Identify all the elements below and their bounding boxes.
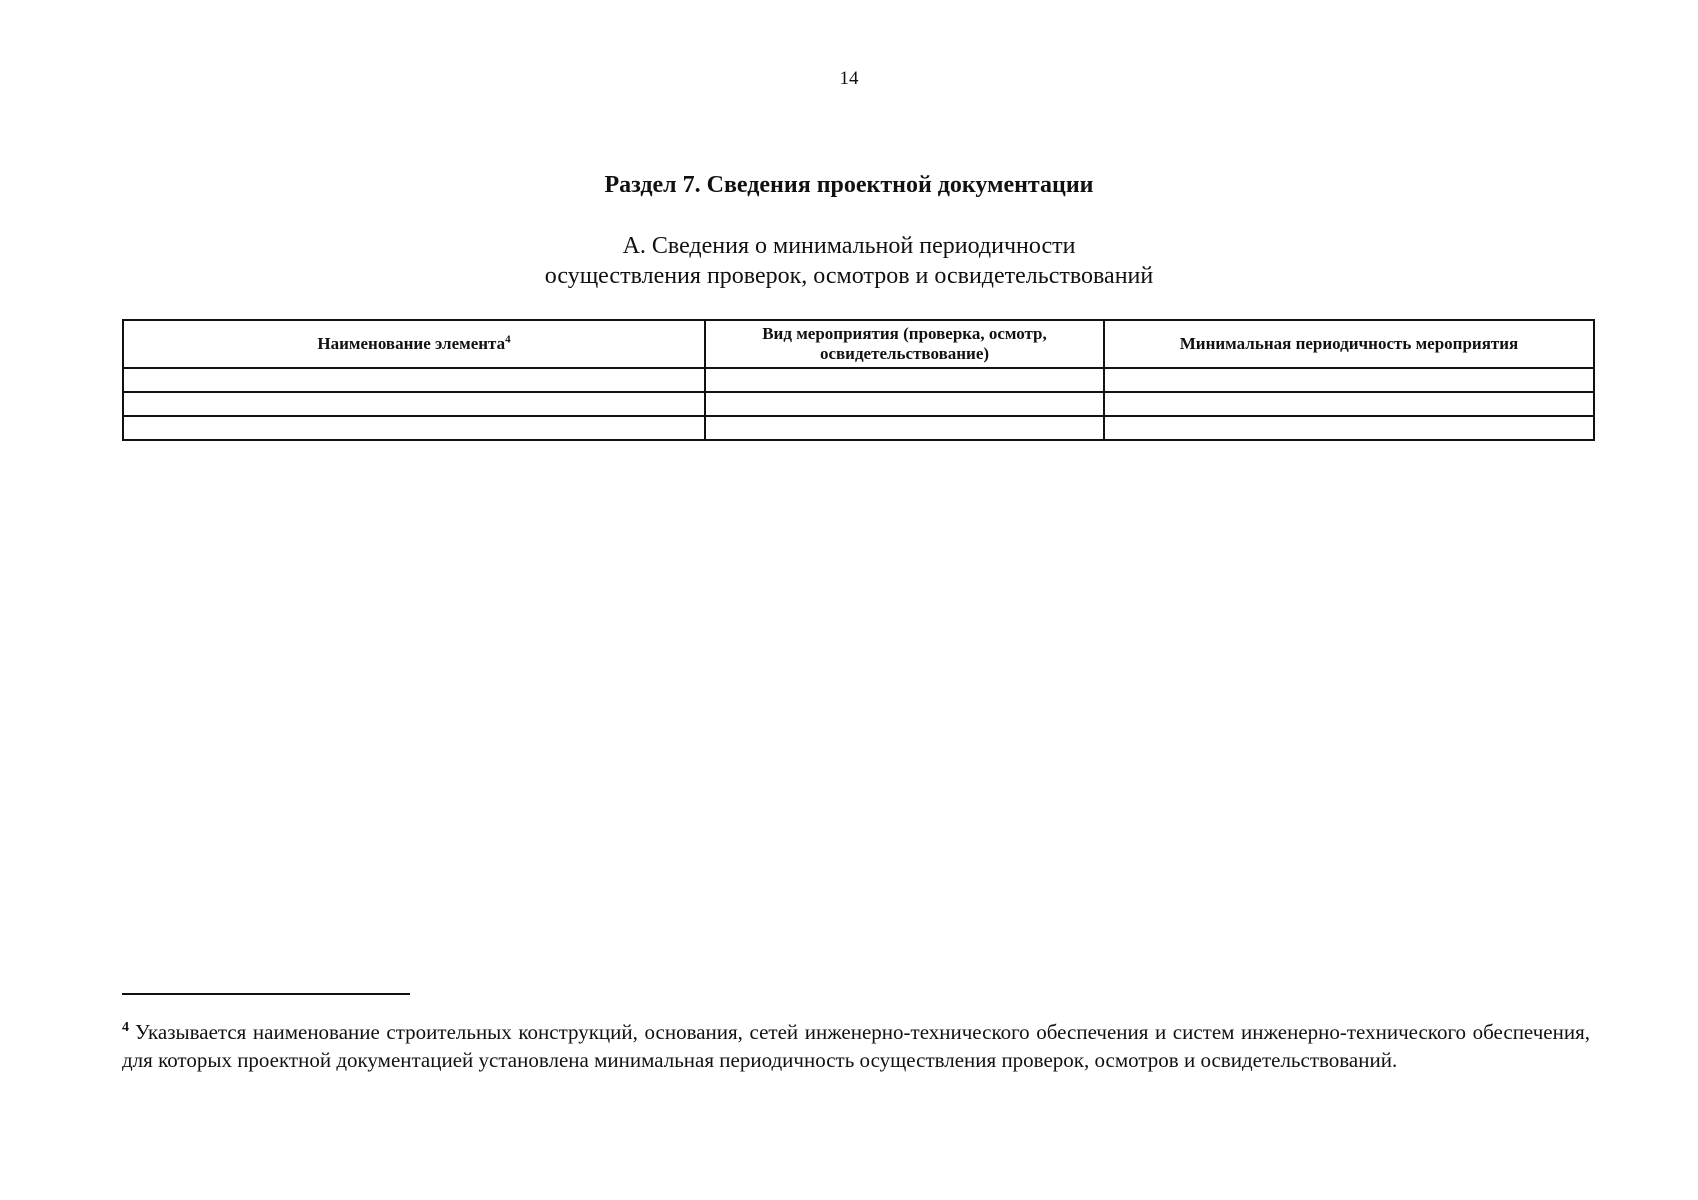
table-row (123, 368, 1594, 392)
subtitle-line-2: осуществления проверок, осмотров и освидетельствований (544, 263, 1154, 289)
section-title: Раздел 7. Сведения проектной документации (604, 172, 1094, 198)
cell-activity-type (705, 368, 1104, 392)
table-row (123, 392, 1594, 416)
footnote-marker: 4 (122, 1020, 129, 1035)
header-activity-type (705, 320, 1104, 368)
footnote-text: Указывается наименование строительных конструкций, основания, сетей инженерно-технического обеспечения и систем инженерно-технического обеспечения, для которых проектной документацией установлена минимальная периодичность осуществления проверок, осмотров и освидетельствований. (122, 1020, 1590, 1072)
cell-element-name (123, 416, 705, 440)
cell-element-name (123, 392, 705, 416)
footnote-reference: 4 (505, 333, 511, 346)
subtitle (0, 231, 1698, 291)
cell-activity-type (705, 416, 1104, 440)
header-element-name-label: Наименование элемента (317, 334, 506, 353)
header-element-name (123, 320, 705, 368)
periodicity-table (122, 319, 1595, 441)
header-min-periodicity: Минимальная периодичность мероприятия (1104, 320, 1594, 368)
cell-activity-type (705, 392, 1104, 416)
cell-min-periodicity (1104, 416, 1594, 440)
table-row (123, 416, 1594, 440)
header-activity-type-line-2: освидетельствование) (819, 344, 990, 363)
subtitle-line-1: А. Сведения о минимальной периодичности (622, 233, 1076, 259)
header-activity-type-line-1: Вид мероприятия (проверка, осмотр, (762, 324, 1047, 343)
footnote (122, 1018, 1590, 1074)
cell-min-periodicity (1104, 392, 1594, 416)
cell-element-name (123, 368, 705, 392)
footnote-divider (122, 993, 410, 995)
page-number: 14 (839, 68, 859, 89)
cell-min-periodicity (1104, 368, 1594, 392)
table-header-row (123, 320, 1594, 368)
